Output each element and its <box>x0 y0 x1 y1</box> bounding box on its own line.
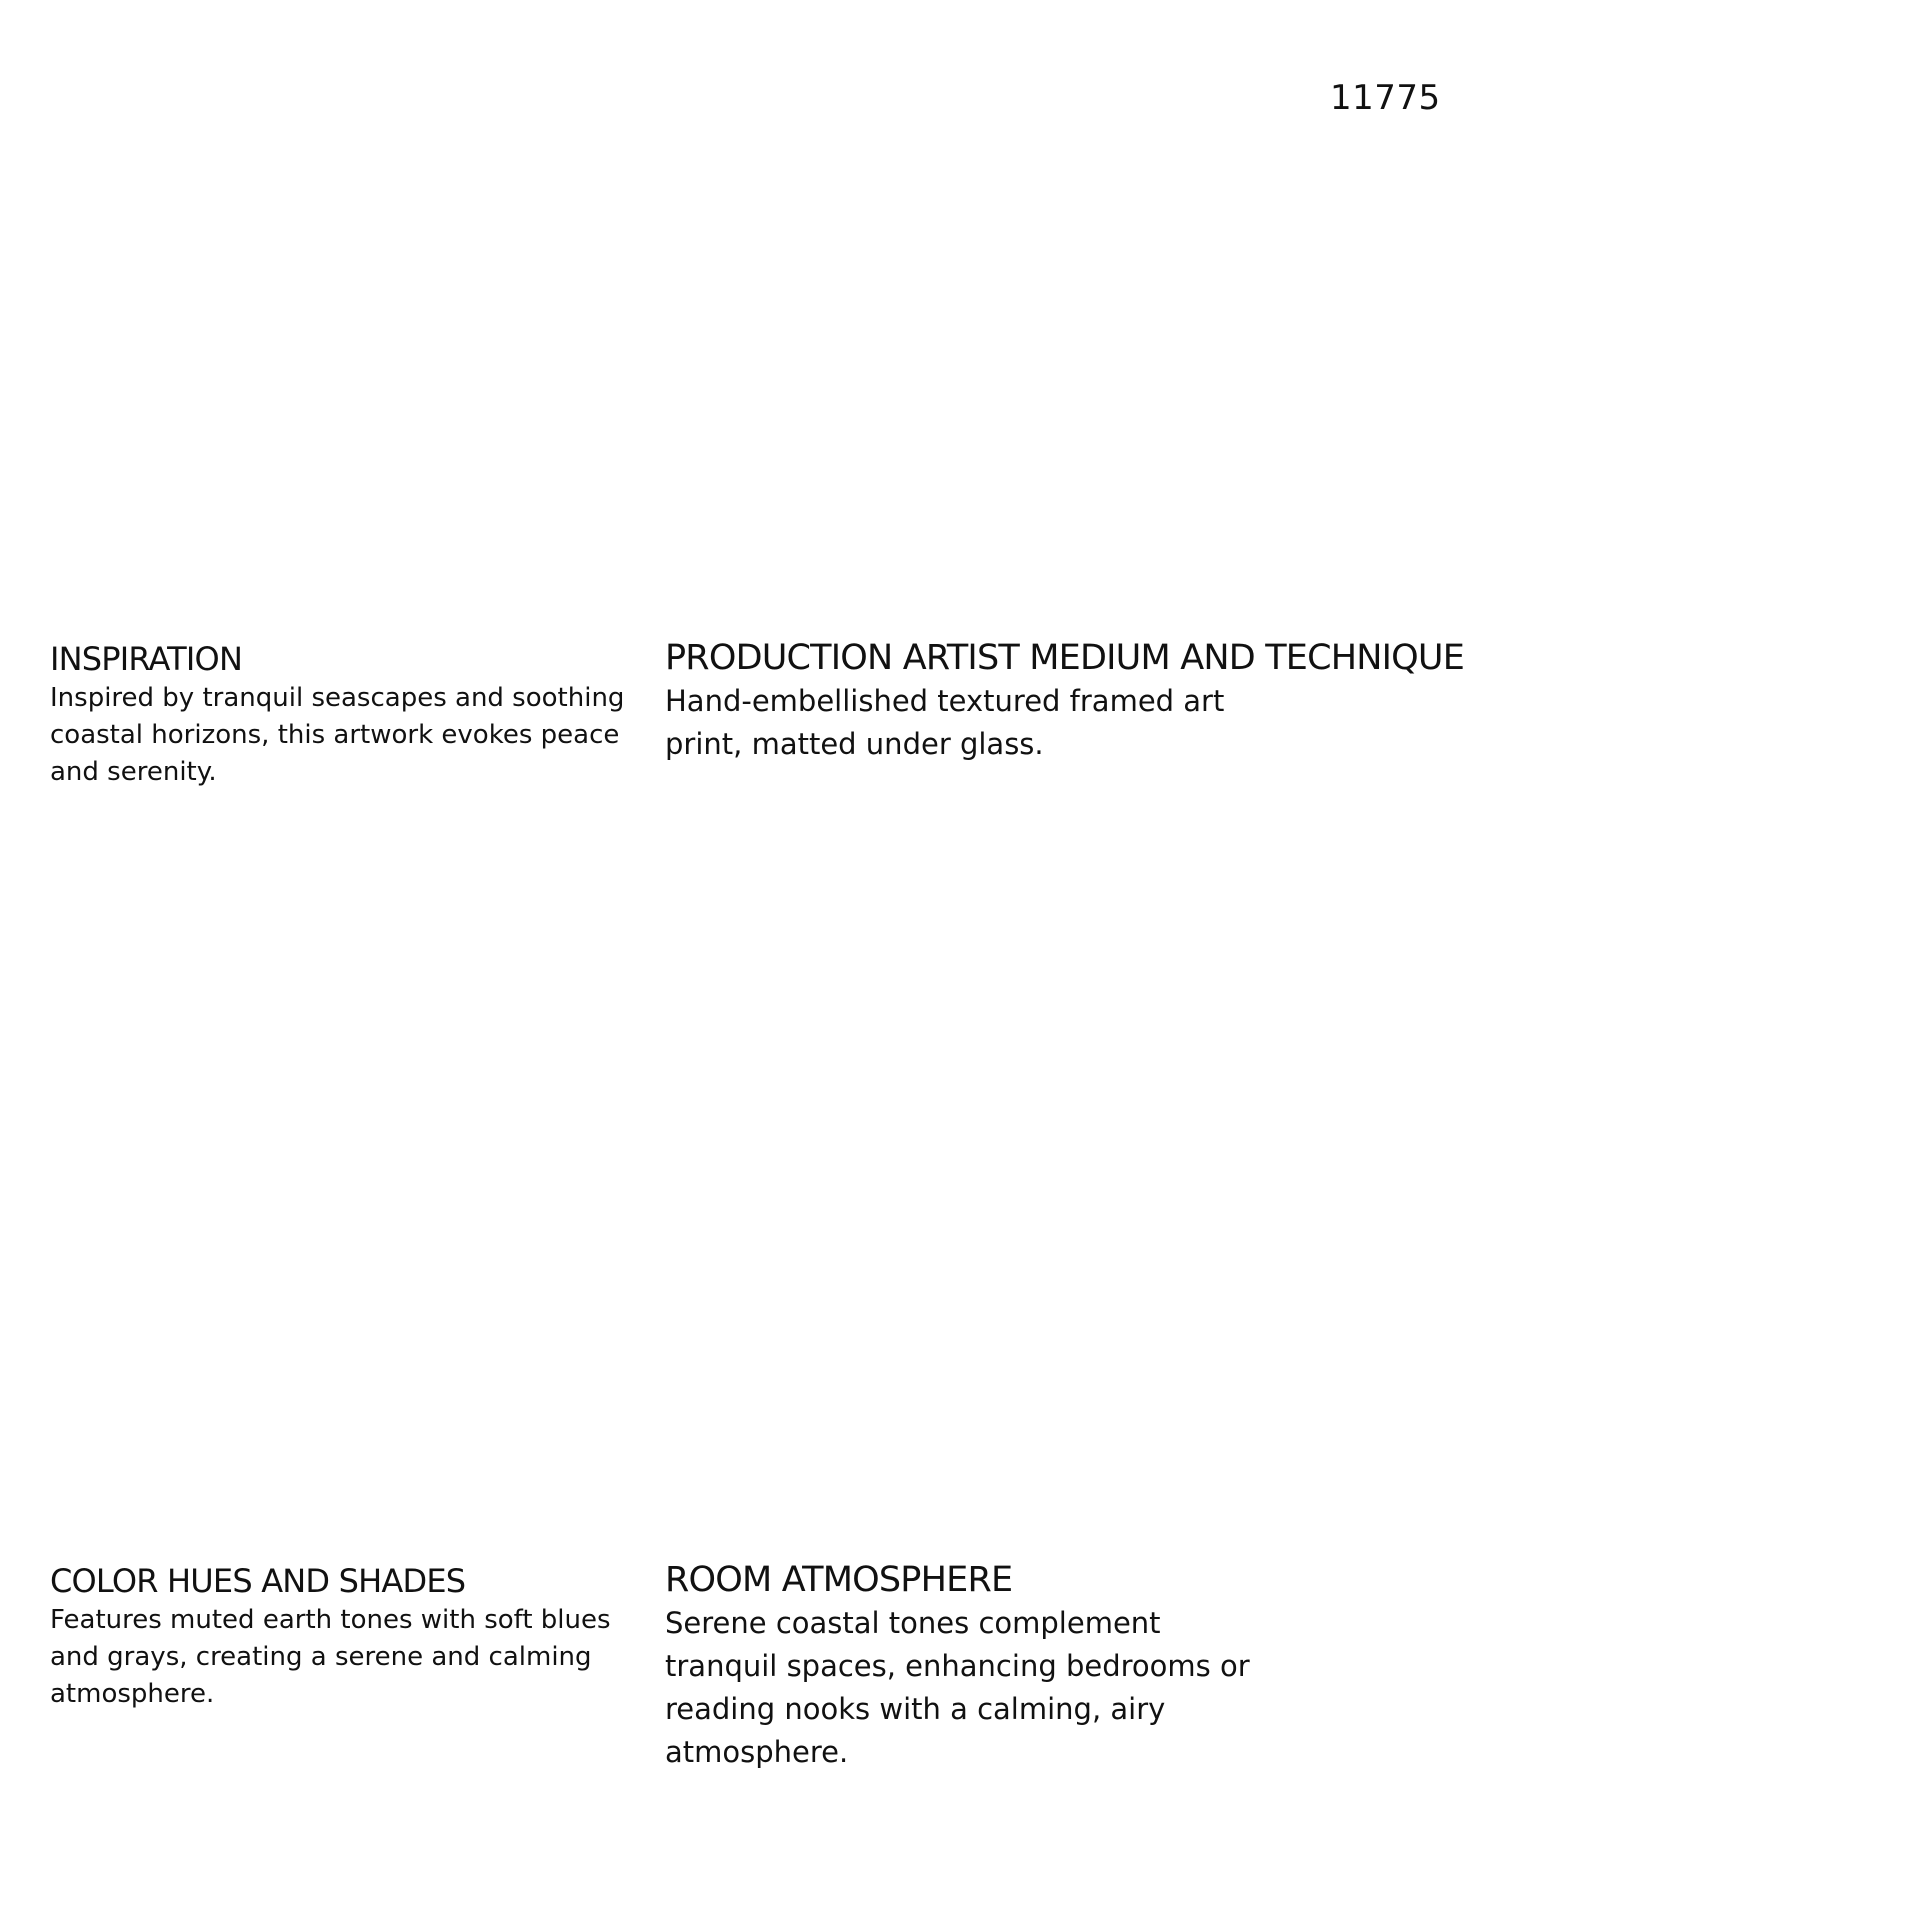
color-hues-section <box>50 1560 625 1713</box>
room-atmosphere-heading: ROOM ATMOSPHERE <box>665 1560 1013 1600</box>
inspiration-section <box>50 638 625 791</box>
color-hues-heading: COLOR HUES AND SHADES <box>50 1562 466 1600</box>
document-id: 11775 <box>1330 78 1441 118</box>
inspiration-heading: INSPIRATION <box>50 640 243 678</box>
color-hues-text: Features muted earth tones with soft blues and grays, creating a serene and calming atmosphere. <box>50 1605 611 1709</box>
medium-technique-section <box>665 636 1464 766</box>
medium-technique-text: Hand-embellished textured framed art print, matted under glass. <box>665 684 1225 761</box>
medium-technique-heading: PRODUCTION ARTIST MEDIUM AND TECHNIQUE <box>665 638 1465 678</box>
room-atmosphere-text: Serene coastal tones complement tranquil spaces, enhancing bedrooms or reading nooks with a calming, airy atmosphere. <box>665 1606 1250 1769</box>
inspiration-text: Inspired by tranquil seascapes and soothing coastal horizons, this artwork evokes peace and serenity. <box>50 683 625 787</box>
room-atmosphere-section <box>665 1558 1265 1774</box>
